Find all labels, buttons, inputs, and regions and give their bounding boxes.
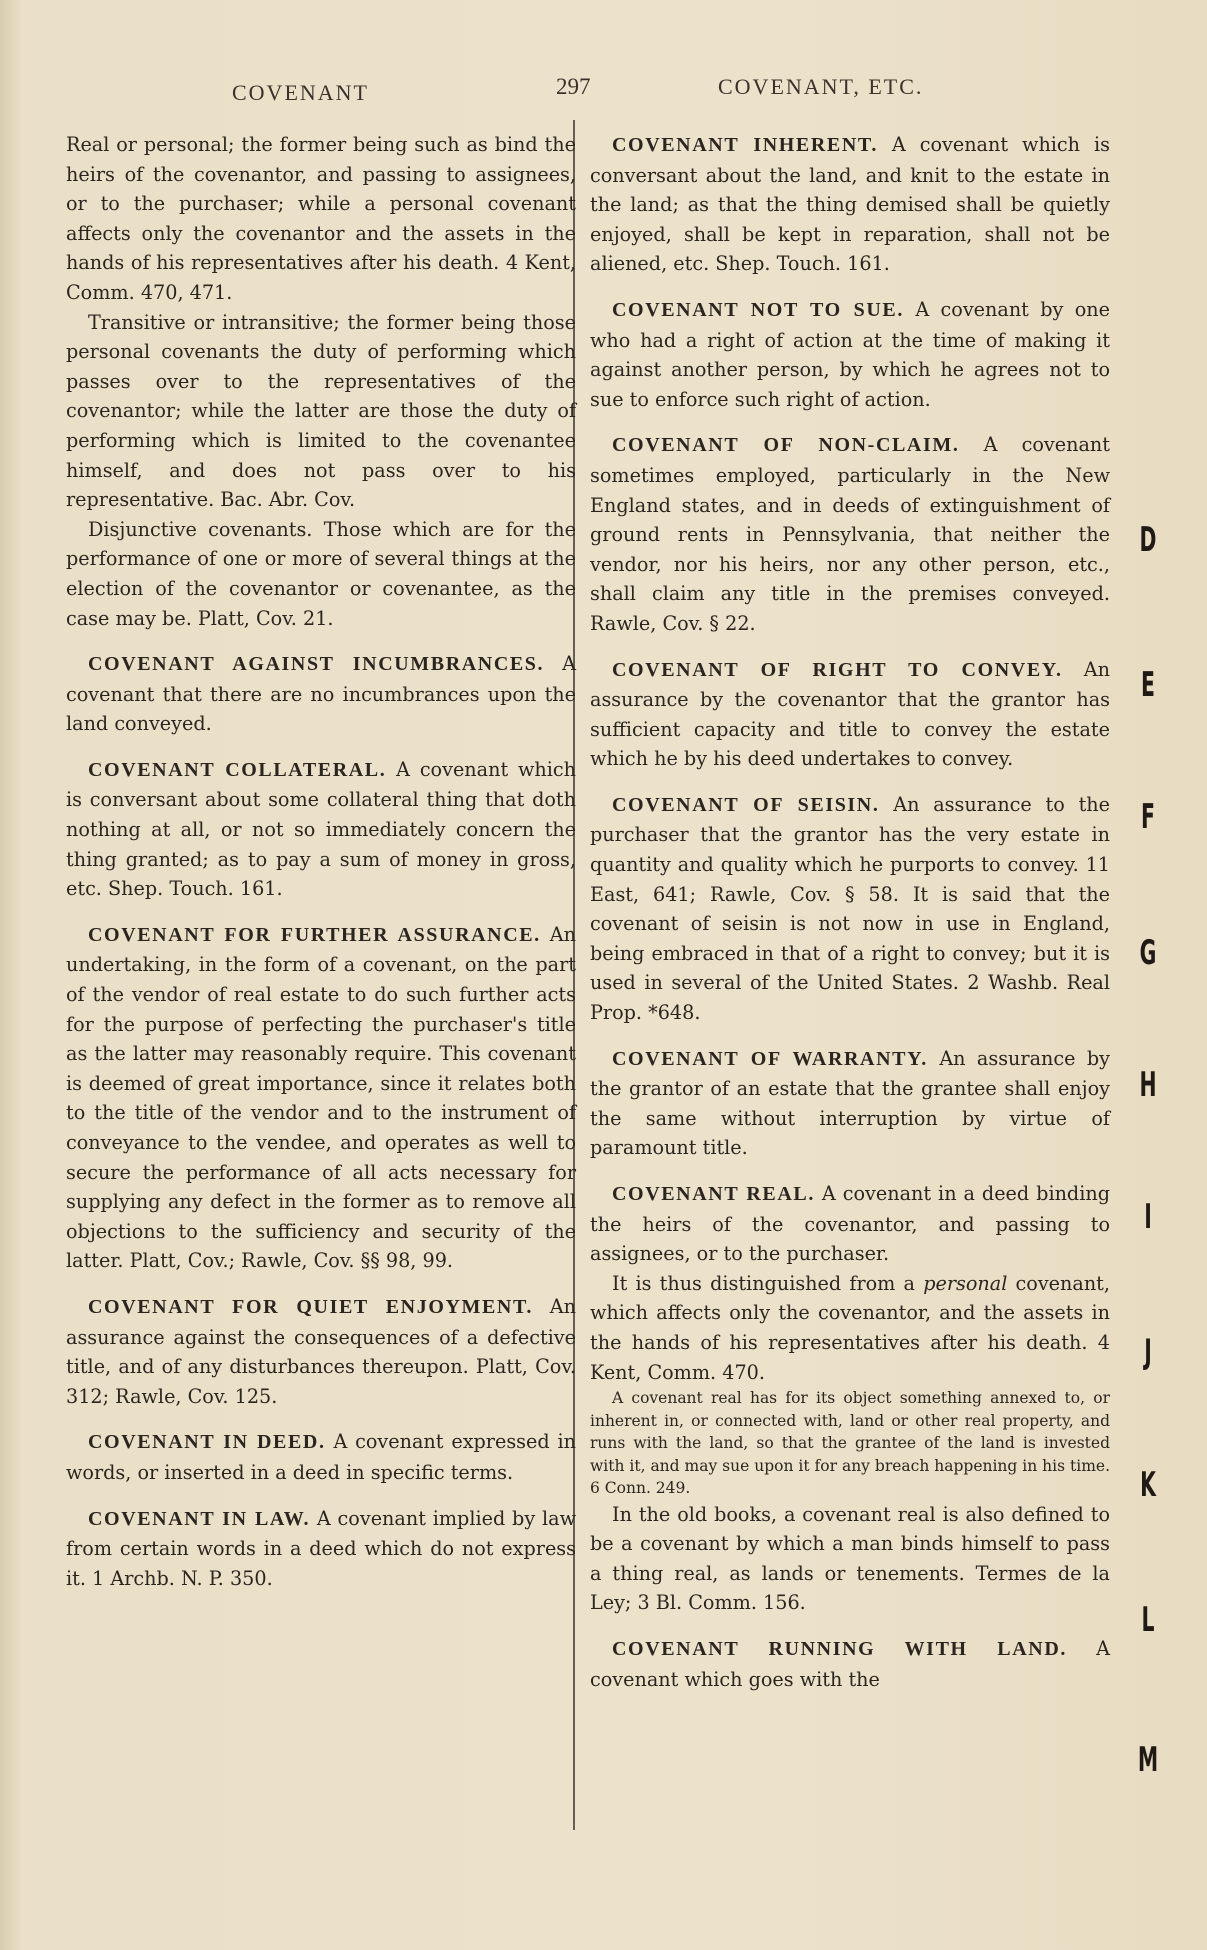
entry-headword: COVENANT COLLATERAL. [88,758,387,781]
thumb-index-letter-f[interactable]: F [1141,797,1155,837]
left-column [66,130,576,1609]
entry-covenant-real [590,1179,1110,1618]
entry-covenant-not-to-sue [590,295,1110,414]
entry-definition: A covenant sometimes employed, particularly in the New England states, and in deeds of extinguishment of ground rents in Pennsylvania, that neither the vendor, nor his heirs, nor any other person, etc., shall claim any title in the premises conveyed. Rawle, Cov. § 22. [590,433,1110,635]
entry-covenant-of-warranty [590,1044,1110,1163]
entry-definition: An undertaking, in the form of a covenant, on the part of the vendor of real estate to do such further acts for the purpose of perfecting the purchaser's title as the latter may reasonably require. This covenant is deemed of great importance, since it relates both to the title of the vendor and to the instrument of conveyance to the vendee, and operates as well to secure the performance of all acts necessary for supplying any defect in the former as to remove all objections to the sufficiency and security of the latter. Platt, Cov.; Rawle, Cov. §§ 98, 99. [66,922,576,1273]
entry-covenant-of-seisin [590,790,1110,1028]
entry-headword: COVENANT FOR FURTHER ASSURANCE. [88,923,541,946]
entry-continuation [66,130,576,633]
entry-definition: An assurance to the purchaser that the grantor has the very estate in quantity and quality which he purports to convey. 11 East, 641; Rawle, Cov. § 58. It is said that the covenant of seisin is not now in use in England, being embraced in that of a right to convey; but it is used in several of the United States. 2 Washb. Real Prop. *648. [590,792,1110,1025]
entry-covenant-in-law [66,1504,576,1594]
entry-definition: A covenant which is conversant about the land, and knit to the estate in the land; as that the thing demised shall be quietly enjoyed, shall be kept in reparation, shall not be aliened, etc. Shep. Touch. 161. [590,133,1110,276]
entry-definition: A covenant which goes with the [590,1637,1110,1691]
paragraph: Disjunctive covenants. Those which are for the performance of one or more of several things at the election of the covenantor or covenantee, as the case may be. Platt, Cov. 21. [66,517,576,630]
thumb-index-letter-h[interactable]: H [1139,1065,1157,1105]
entry-covenant-of-non-claim [590,430,1110,638]
entry-covenant-for-quiet-enjoyment [66,1292,576,1411]
entry-headword: COVENANT INHERENT. [612,134,878,156]
thumb-index-letter-m[interactable]: M [1137,1740,1159,1780]
entry-definition: A covenant which is conversant about some collateral thing that doth nothing at all, or not so immediately concern the thing granted; as to pay a sum of money in gross, etc. Shep. Touch. 161. [66,757,576,901]
thumb-index [1118,520,1178,1820]
right-column [590,130,1110,1710]
thumb-index-letter-l[interactable]: L [1141,1600,1155,1640]
text-run: covenant, which affects only the covenantor, and the assets in the hands of his representatives after his death. 4 Kent, Comm. 470. [590,1271,1110,1384]
entry-headword: COVENANT REAL. [612,1183,815,1205]
entry-definition: An assurance against the consequences of a defective title, and of any disturbances thereupon. Platt, Cov. 312; Rawle, Cov. 125. [66,1294,576,1408]
entry-definition: A covenant that there are no incumbrances upon the land conveyed. [66,652,577,736]
thumb-index-letter-j[interactable]: J [1144,1332,1152,1372]
footnote-note: A covenant real has for its object something annexed to, or inherent in, or connected with, land or other real property, and runs with the land, so that the grantee of the land is invested with it, and may sue upon it for any breach happening in his time. 6 Conn. 249. [590,1389,1110,1498]
thumb-index-letter-d[interactable]: D [1139,520,1157,560]
entry-definition: An assurance by the covenantor that the grantor has sufficient capacity and title to convey the estate which he by his deed undertakes to convey. [590,657,1110,771]
thumb-index-letter-k[interactable]: K [1140,1465,1156,1505]
entry-covenant-of-right-to-convey [590,655,1110,774]
entry-covenant-in-deed [66,1427,576,1487]
paragraph: In the old books, a covenant real is also defined to be a covenant by which a man binds himself to pass a thing real, as lands or tenements. Termes de la Ley; 3 Bl. Comm. 156. [590,1502,1110,1615]
entry-definition: A covenant by one who had a right of action at the time of making it against another person, by which he agrees not to sue to enforce such right of action. [590,297,1110,411]
entry-headword: COVENANT RUNNING WITH LAND. [612,1638,1067,1661]
thumb-index-letter-g[interactable]: G [1139,933,1157,973]
entry-headword: COVENANT OF SEISIN. [612,793,880,816]
entry-covenant-for-further-assurance [66,920,576,1276]
entry-covenant-collateral [66,755,576,904]
header-left-guide-word: COVENANT [232,80,369,105]
thumb-index-letter-e[interactable]: E [1141,665,1155,705]
entry-definition: A covenant implied by law from certain words in a deed which do not express it. 1 Archb. N. P. 350. [66,1506,576,1590]
entry-headword: COVENANT FOR QUIET ENJOYMENT. [88,1295,534,1318]
paragraph: Transitive or intransitive; the former being those personal covenants the duty of performing which passes over to the representatives of the covenantor; while the latter are those the duty of performing which is limited to the covenantee himself, and does not pass over to his representative. Bac. Abr. Cov. [66,310,576,512]
entry-covenant-against-incumbrances [66,649,576,739]
entry-covenant-inherent [590,130,1110,279]
entry-headword: COVENANT IN DEED. [88,1431,326,1454]
entry-headword: COVENANT OF RIGHT TO CONVEY. [612,658,1063,681]
entry-headword: COVENANT IN LAW. [88,1507,311,1530]
running-header [0,72,1207,112]
italic-term: personal [923,1271,1008,1295]
entry-headword: COVENANT OF WARRANTY. [612,1047,928,1070]
header-right-guide-word: COVENANT, ETC. [718,74,924,99]
paragraph: Real or personal; the former being such as bind the heirs of the covenantor, and passing to assignees, or to the purchaser; while a personal covenant affects only the covenantor and the assets in the hands of his representatives after his death. 4 Kent, Comm. 470, 471. [66,133,576,304]
entry-definition: A covenant in a deed binding the heirs of the covenantor, and passing to assignees, or to the purchaser. [590,1182,1110,1266]
entry-definition: An assurance by the grantor of an estate that the grantee shall enjoy the same without interruption by virtue of paramount title. [590,1046,1110,1160]
paragraph [590,1269,1110,1387]
text-run: It is thus distinguished from a [612,1271,915,1295]
entry-headword: COVENANT AGAINST INCUMBRANCES. [88,653,545,676]
page-number: 297 [556,74,591,99]
entry-headword: COVENANT OF NON-CLAIM. [612,434,960,457]
entry-covenant-running-with-land [590,1634,1110,1694]
entry-headword: COVENANT NOT TO SUE. [612,298,904,321]
thumb-index-letter-i[interactable]: I [1144,1197,1152,1237]
entry-definition: A covenant expressed in words, or inserted in a deed in specific terms. [66,1430,576,1484]
